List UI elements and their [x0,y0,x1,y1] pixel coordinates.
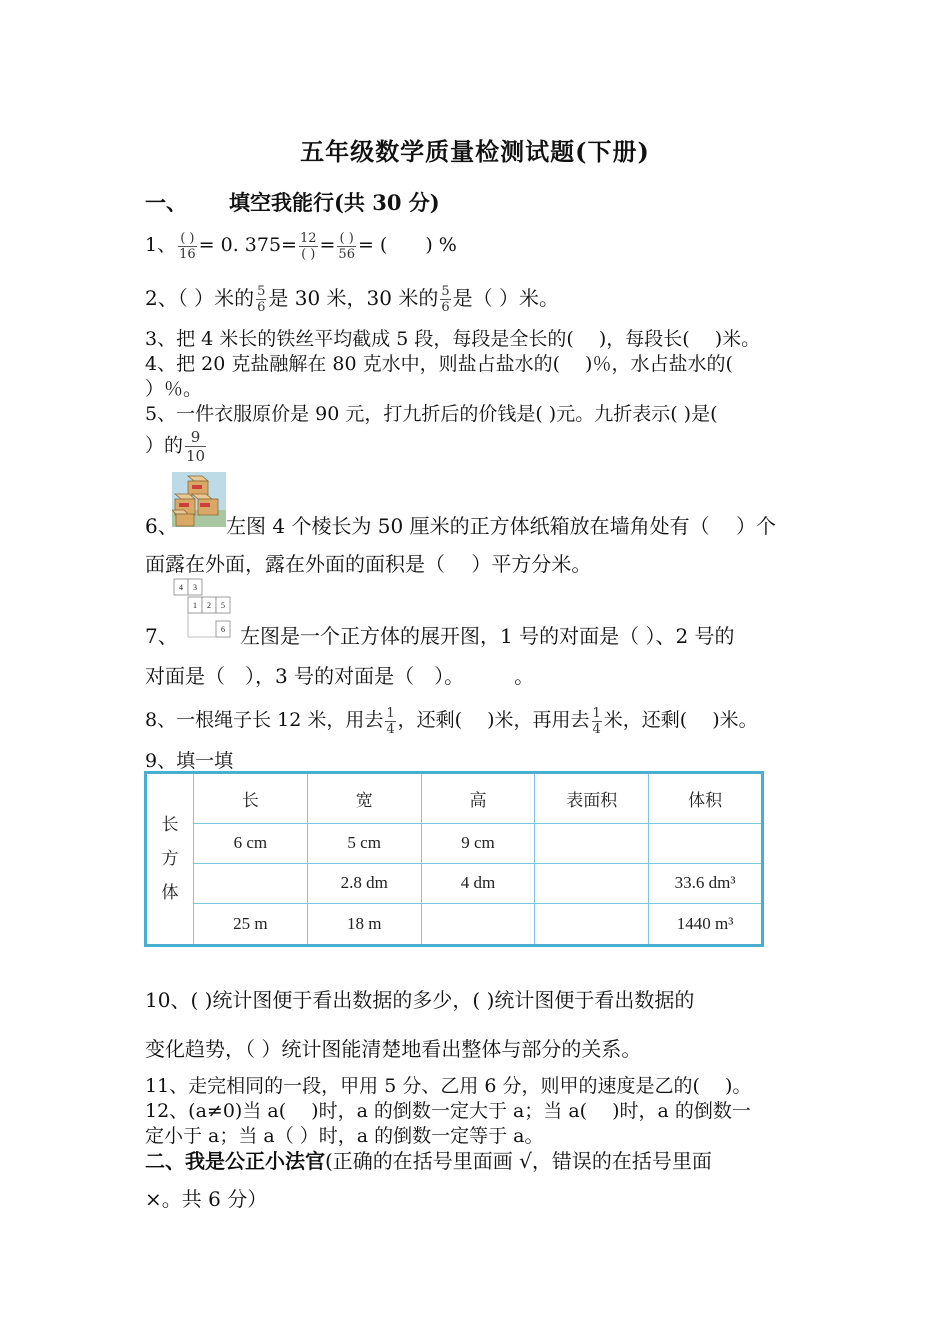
question-5-line1: 5、一件衣服原价是 90 元，打九折后的价钱是( )元。九折表示( )是( [145,403,718,425]
question-3: 3、把 4 米长的铁丝平均截成 5 段，每段是全长的( )，每段长( )米。 [145,328,761,350]
table-row [146,903,763,945]
question-2: 2、（ ）米的 $\frac{5}{6}$ 是 30 米，30 米的 $\frac{5}{6}$ 是（ ）米。 [145,284,559,315]
question-8: 8、一根绳子长 12 米，用去 $\frac{1}{4}$ ，还剩( )米，再用去 $\frac{1}{4}$ 米，还剩( )米。 [145,705,758,737]
table-cell [535,823,649,863]
table-cell: 25 m [194,903,308,945]
question-5-line2: ）的 $\frac{9}{10}$ [145,428,206,465]
table-cell: 4 dm [421,863,535,903]
cube-boxes-illustration [172,472,226,527]
fraction: $\frac{12}{( )}$ [299,230,317,262]
question-7-line1: 左图是一个正方体的展开图，1 号的对面是（ ）、2 号的 [240,624,735,648]
table-header-cell: 长 [194,773,308,824]
question-6-line2: 面露在外面，露在外面的面积是（ ）平方分米。 [145,552,592,576]
section1-number: 一、 [145,190,187,215]
table-header-cell: 表面积 [535,773,649,824]
fraction: $\frac{1}{4}$ [386,705,395,737]
table-cell: 18 m [307,903,421,945]
page-title: 五年级数学质量检测试题(下册) [300,137,650,166]
cuboid-table [144,771,764,947]
fraction: $\frac{5}{6}$ [441,284,450,315]
section2-instructions: (正确的在括号里面画 √，错误的在括号里面 [325,1149,712,1173]
cube-net-diagram [172,577,238,639]
section1-heading [145,187,440,217]
table-header-cell: 体积 [649,773,763,824]
table-cell: 9 cm [421,823,535,863]
table-side-label: 长 方 体 [146,773,194,946]
question-12-line1: 12、(a≠0)当 a( )时，a 的倒数一定大于 a；当 a( )时，a 的倒数一 [145,1100,751,1122]
table-row [146,823,763,863]
table-cell [535,863,649,903]
fraction: $\frac{( )}{16}$ [179,230,196,262]
table-cell: 1440 m³ [649,903,763,945]
table-row [146,863,763,903]
question-6-line1: 左图 4 个棱长为 50 厘米的正方体纸箱放在墙角处有（ ）个 [226,514,776,538]
section2-instructions-cont: ×。共 6 分） [145,1187,268,1211]
table-cell: 5 cm [307,823,421,863]
net-cell-label: 4 [179,583,183,592]
fraction: $\frac{( )}{56}$ [338,230,355,262]
question-4-line1: 4、把 20 克盐融解在 80 克水中，则盐占盐水的( )％，水占盐水的( [145,353,733,375]
net-cell-label: 5 [221,601,225,610]
section2-label: 二、我是公正小法官 [145,1149,325,1173]
question-1: 1、 $\frac{( )}{16}$ = 0. 375= $\frac{12}{( )}$ = $\frac{( )}{56}$ = ( ) % [145,230,457,262]
question-10-line2: 变化趋势，（ ）统计图能清楚地看出整体与部分的关系。 [145,1037,642,1061]
table-header-cell: 宽 [307,773,421,824]
question-6-number: 6、 [145,514,178,538]
table-header-cell: 高 [421,773,535,824]
question-10-line1: 10、( )统计图便于看出数据的多少，( )统计图便于看出数据的 [145,988,695,1012]
table-cell [194,863,308,903]
table-cell [535,903,649,945]
table-cell [421,903,535,945]
fraction: $\frac{1}{4}$ [592,705,601,737]
fraction: $\frac{9}{10}$ [186,428,206,465]
table-cell: 6 cm [194,823,308,863]
net-cell-label: 6 [221,625,225,634]
question-12-line2: 定小于 a；当 a（ ）时，a 的倒数一定等于 a。 [145,1125,544,1147]
net-cell-label: 1 [193,601,197,610]
question-7-line2: 对面是（ ），3 号的对面是（ ）。 。 [145,664,535,688]
question-7-number: 7、 [145,624,178,648]
table-cell: 33.6 dm³ [649,863,763,903]
question-11: 11、走完相同的一段，甲用 5 分、乙用 6 分，则甲的速度是乙的( )。 [145,1075,752,1097]
section2-heading [145,1145,712,1174]
question-4-line2: ）％。 [145,378,203,400]
question-9: 9、填一填 [145,750,234,772]
net-cell-label: 3 [193,583,197,592]
section1-label: 填空我能行(共 30 分) [229,190,440,215]
fraction: $\frac{5}{6}$ [257,284,266,315]
table-cell: 2.8 dm [307,863,421,903]
net-cell-label: 2 [207,601,211,610]
table-cell [649,823,763,863]
